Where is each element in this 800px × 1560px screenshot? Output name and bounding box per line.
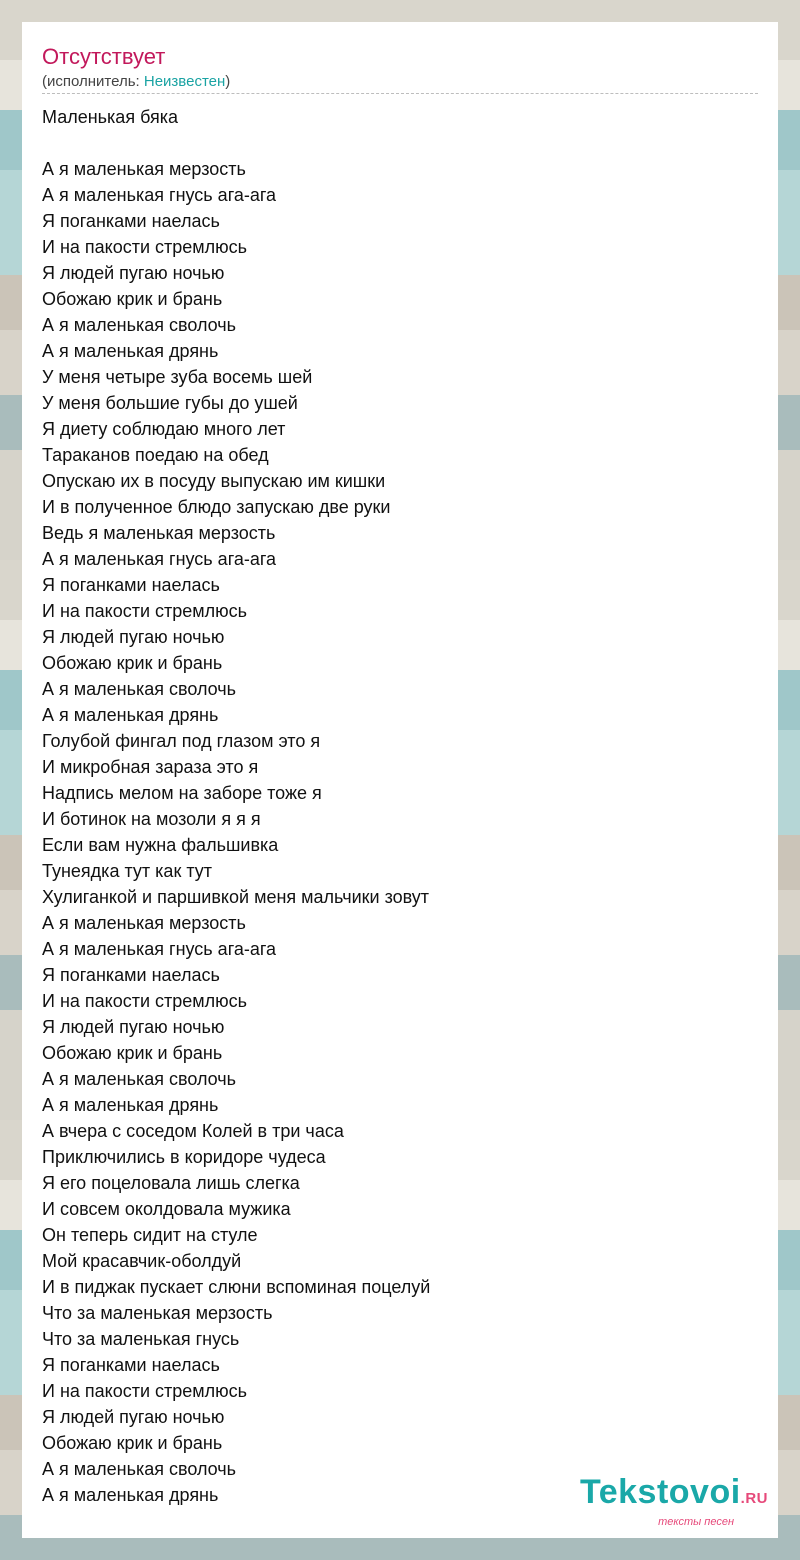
lyric-line: Обожаю крик и брань: [42, 289, 223, 309]
lyric-line: А я маленькая сволочь: [42, 315, 237, 335]
lyric-line: Он теперь сидит на стуле: [42, 1225, 258, 1245]
lyric-line: Я людей пугаю ночью: [42, 263, 225, 283]
lyric-line: Я людей пугаю ночью: [42, 627, 225, 647]
lyric-line: Я диету соблюдаю много лет: [42, 419, 286, 439]
lyric-line: Опускаю их в посуду выпускаю им кишки: [42, 471, 386, 491]
lyric-line: Что за маленькая гнусь: [42, 1329, 240, 1349]
lyric-line: Я его поцеловала лишь слегка: [42, 1173, 300, 1193]
lyric-line: А я маленькая дрянь: [42, 1095, 219, 1115]
lyric-line: А я маленькая мерзость: [42, 913, 246, 933]
lyric-line: И на пакости стремлюсь: [42, 991, 248, 1011]
lyric-line: А я маленькая сволочь: [42, 1069, 237, 1089]
lyric-line: У меня четыре зуба восемь шей: [42, 367, 313, 387]
lyric-line: И на пакости стремлюсь: [42, 237, 248, 257]
lyric-line: Я поганками наелась: [42, 1355, 220, 1375]
lyric-line: А вчера с соседом Колей в три часа: [42, 1121, 344, 1141]
lyric-line: Обожаю крик и брань: [42, 1433, 223, 1453]
lyrics-body: [42, 104, 758, 1508]
lyric-line: Я поганками наелась: [42, 965, 220, 985]
lyric-line: Я людей пугаю ночью: [42, 1407, 225, 1427]
artist-link[interactable]: Неизвестен: [143, 73, 226, 90]
logo-tld: .RU: [740, 1490, 768, 1507]
song-title: Отсутствует: [42, 44, 166, 69]
lyric-line: И ботинок на мозоли я я я: [42, 809, 261, 829]
logo-wordmark: [580, 1475, 768, 1516]
lyric-line: И микробная зараза это я: [42, 757, 259, 777]
lyric-line: Тунеядка тут как тут: [42, 861, 213, 881]
lyric-line: И на пакости стремлюсь: [42, 1381, 248, 1401]
logo-name: Tekstovoi: [579, 1473, 741, 1511]
site-logo[interactable]: [580, 1475, 768, 1528]
lyric-line: Я поганками наелась: [42, 575, 220, 595]
lyric-line: А я маленькая мерзость: [42, 159, 246, 179]
lyric-line: Если вам нужна фальшивка: [42, 835, 279, 855]
lyric-line: И в пиджак пускает слюни вспоминая поцелуй: [42, 1277, 431, 1297]
lyric-line: Приключились в коридоре чудеса: [42, 1147, 326, 1167]
lyric-line: Тараканов поедаю на обед: [42, 445, 269, 465]
lyric-line: Надпись мелом на заборе тоже я: [42, 783, 322, 803]
artist-line: [42, 72, 230, 92]
lyric-line: Обожаю крик и брань: [42, 653, 223, 673]
lyric-line: И в полученное блюдо запускаю две руки: [42, 497, 391, 517]
lyric-line: А я маленькая дрянь: [42, 341, 219, 361]
lyric-line: У меня большие губы до ушей: [42, 393, 298, 413]
lyric-line: И на пакости стремлюсь: [42, 601, 248, 621]
logo-tagline: тексты песен: [658, 1516, 734, 1528]
lyric-line: Обожаю крик и брань: [42, 1043, 223, 1063]
lyric-line: А я маленькая дрянь: [42, 705, 219, 725]
lyric-lines: [42, 156, 758, 1508]
lyric-line: Я людей пугаю ночью: [42, 1017, 225, 1037]
lyric-line: А я маленькая гнусь ага-ага: [42, 549, 277, 569]
lyric-line: А я маленькая сволочь: [42, 679, 237, 699]
lyric-line: Мой красавчик-оболдуй: [42, 1251, 242, 1271]
lyric-line: Я поганками наелась: [42, 211, 220, 231]
lyric-line: А я маленькая гнусь ага-ага: [42, 939, 277, 959]
lyric-line: Хулиганкой и паршивкой меня мальчики зовут: [42, 887, 430, 907]
lyrics-card: [22, 22, 778, 1538]
divider: [42, 93, 758, 94]
lyric-line: Ведь я маленькая мерзость: [42, 523, 276, 543]
lyrics-gap: [42, 130, 758, 156]
lyric-line: Голубой фингал под глазом это я: [42, 731, 321, 751]
artist-prefix: (исполнитель:: [42, 73, 144, 90]
artist-suffix: ): [225, 73, 231, 90]
lyric-line: Что за маленькая мерзость: [42, 1303, 273, 1323]
lyric-line: А я маленькая гнусь ага-ага: [42, 185, 277, 205]
lyric-line: А я маленькая сволочь: [42, 1459, 237, 1479]
lyrics-heading: Маленькая бяка: [42, 107, 179, 127]
lyric-line: А я маленькая дрянь: [42, 1485, 219, 1505]
lyric-line: И совсем околдовала мужика: [42, 1199, 291, 1219]
